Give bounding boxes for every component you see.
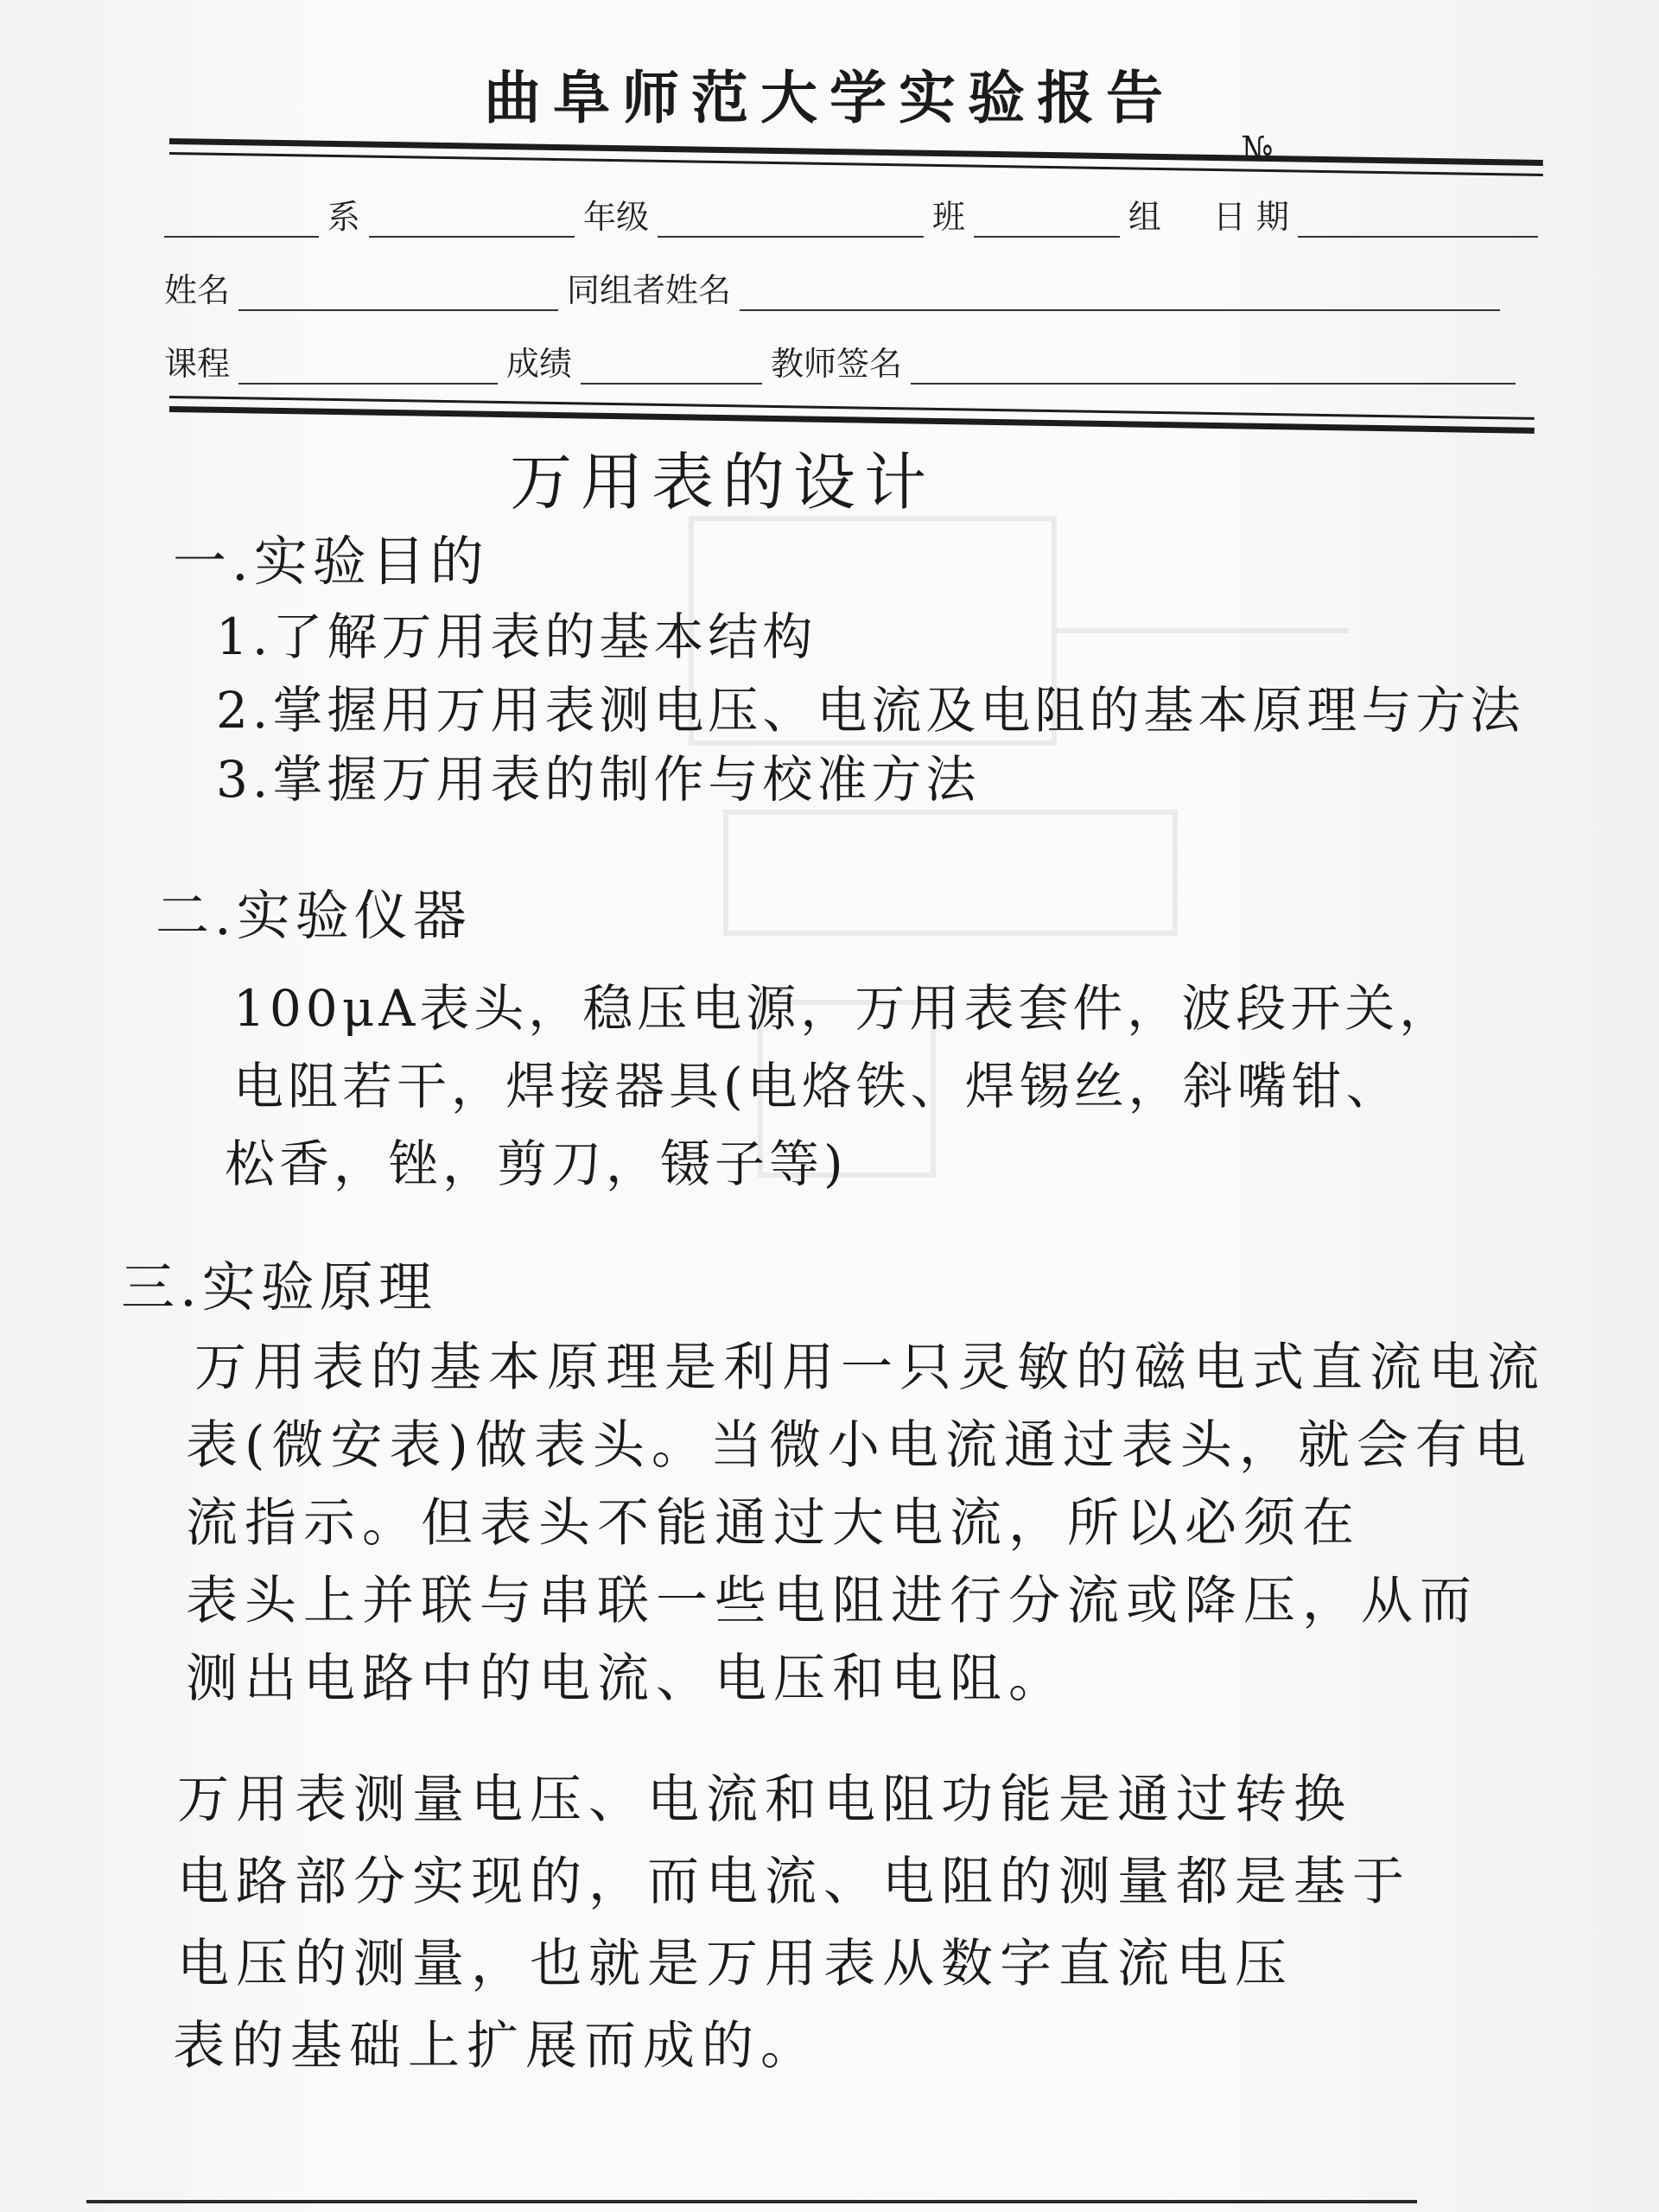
equipment-line: 100μA表头，稳压电源，万用表套件，波段开关， [233, 979, 1454, 1038]
date-field[interactable] [1298, 201, 1538, 238]
principle-line: 万用表测量电压、电流和电阻功能是通过转换 [177, 1770, 1352, 1830]
department-label: 系 [327, 198, 360, 236]
principle-line: 万用表的基本原理是利用一只灵敏的磁电式直流电流 [194, 1338, 1546, 1398]
grade-field[interactable] [658, 201, 924, 238]
class-label: 班 [931, 198, 965, 236]
purpose-item: 1.了解万用表的基本结构 [216, 607, 817, 666]
score-label: 成绩 [506, 345, 573, 383]
report-title: 万用表的设计 [510, 446, 936, 518]
equipment-line: 松香，锉，剪刀，镊子等) [225, 1135, 848, 1193]
name-field[interactable] [238, 275, 558, 311]
page-bottom-rule [86, 2200, 1417, 2203]
score-field[interactable] [581, 348, 762, 385]
header-rule-bottom [169, 406, 1535, 434]
principle-line: 流指示。但表头不能通过大电流，所以必须在 [186, 1493, 1361, 1554]
principle-line: 测出电路中的电流、电压和电阻。 [186, 1649, 1067, 1709]
principle-line: 表的基础上扩展而成的。 [173, 2016, 819, 2076]
course-label: 课程 [164, 345, 231, 383]
section-heading-purpose: 一.实验目的 [173, 530, 489, 593]
principle-line: 表头上并联与串联一些电阻进行分流或降压，从而 [186, 1571, 1478, 1631]
department-field[interactable] [164, 201, 319, 238]
date-label: 日 期 [1212, 198, 1289, 236]
name-label: 姓名 [164, 271, 231, 309]
principle-line: 电路部分实现的，而电流、电阻的测量都是基于 [177, 1852, 1411, 1912]
partner-label: 同组者姓名 [567, 271, 732, 309]
grade-year-field[interactable] [369, 201, 575, 238]
class-field[interactable] [974, 201, 1120, 238]
header-rule-top [169, 138, 1543, 166]
teacher-signature-field[interactable] [911, 348, 1516, 385]
report-header-title: 曲阜师范大学实验报告 [484, 64, 1175, 131]
grade-label: 年级 [583, 198, 650, 236]
teacher-signature-label: 教师签名 [771, 345, 903, 383]
form-row-name [164, 259, 1538, 311]
number-mark: № [1241, 130, 1274, 169]
course-field[interactable] [238, 348, 498, 385]
partner-field[interactable] [740, 275, 1500, 311]
purpose-item: 3.掌握万用表的制作与校准方法 [216, 750, 981, 809]
form-row-department [164, 186, 1538, 238]
principle-line: 电压的测量，也就是万用表从数字直流电压 [177, 1934, 1294, 1994]
principle-line: 表(微安表)做表头。当微小电流通过表头，就会有电 [186, 1415, 1533, 1476]
group-label: 组 [1128, 198, 1161, 236]
header-rule-top-thin [169, 152, 1543, 176]
form-row-course [164, 333, 1538, 385]
equipment-line: 电阻若干，焊接器具(电烙铁、焊锡丝，斜嘴钳、 [233, 1057, 1401, 1116]
section-heading-equipment: 二.实验仪器 [156, 884, 472, 947]
purpose-item: 2.掌握用万用表测电压、电流及电阻的基本原理与方法 [216, 681, 1525, 740]
section-heading-principle: 三.实验原理 [121, 1255, 437, 1319]
